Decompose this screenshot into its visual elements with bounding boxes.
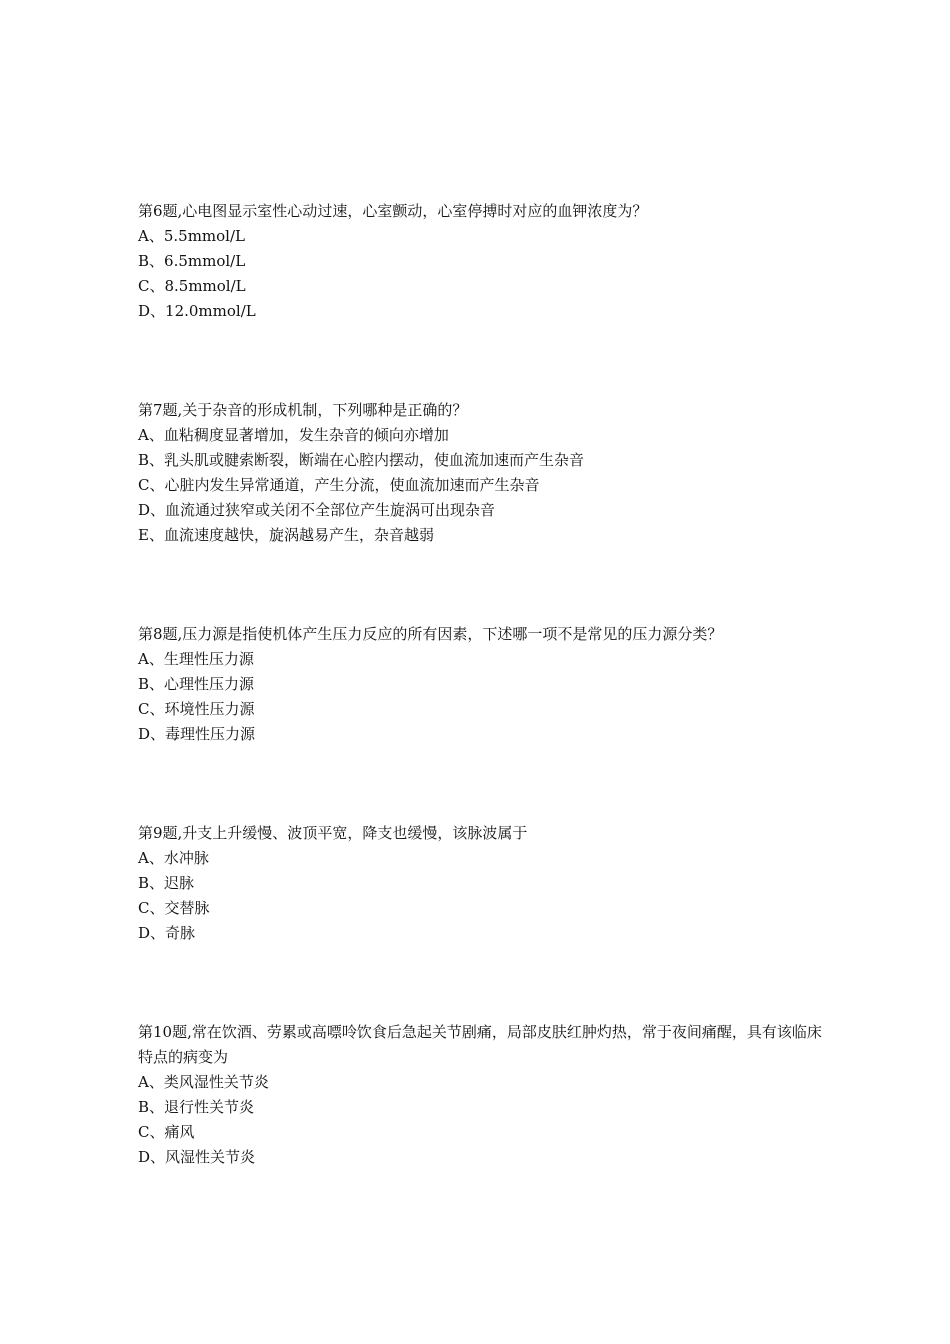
option-b: B、迟脉 xyxy=(138,874,195,892)
option-b: B、退行性关节炎 xyxy=(138,1098,255,1116)
question-10 xyxy=(138,1020,828,1170)
option-d: D、毒理性压力源 xyxy=(138,725,256,743)
option-b: B、乳头肌或腱索断裂，断端在心腔内摆动，使血流加速而产生杂音 xyxy=(138,451,585,469)
option-b: B、心理性压力源 xyxy=(138,675,255,693)
question-7 xyxy=(138,398,828,548)
option-d: D、风湿性关节炎 xyxy=(138,1148,256,1166)
question-title: 第8题,压力源是指使机体产生压力反应的所有因素，下述哪一项不是常见的压力源分类？ xyxy=(138,625,723,643)
question-6 xyxy=(138,199,828,324)
question-title: 第7题,关于杂音的形成机制，下列哪种是正确的？ xyxy=(138,401,468,419)
question-title: 第9题,升支上升缓慢、波顶平宽，降支也缓慢，该脉波属于 xyxy=(138,824,528,842)
question-8 xyxy=(138,622,828,747)
option-c: C、心脏内发生异常通道，产生分流，使血流加速而产生杂音 xyxy=(138,476,540,494)
option-b: B、6.5mmol/L xyxy=(138,252,246,270)
question-9 xyxy=(138,821,828,946)
option-c: C、环境性压力源 xyxy=(138,700,255,718)
option-d: D、血流通过狭窄或关闭不全部位产生旋涡可出现杂音 xyxy=(138,501,496,519)
option-c: C、交替脉 xyxy=(138,899,210,917)
option-c: C、8.5mmol/L xyxy=(138,277,246,295)
option-a: A、5.5mmol/L xyxy=(138,227,245,245)
question-title: 第10题,常在饮酒、劳累或高嘌呤饮食后急起关节剧痛，局部皮肤红肿灼热，常于夜间痛醒，具有该临床特点的病变为 xyxy=(138,1023,822,1066)
option-c: C、痛风 xyxy=(138,1123,195,1141)
option-a: A、血粘稠度显著增加，发生杂音的倾向亦增加 xyxy=(138,426,449,444)
option-a: A、类风湿性关节炎 xyxy=(138,1073,269,1091)
option-a: A、生理性压力源 xyxy=(138,650,254,668)
option-a: A、水冲脉 xyxy=(138,849,209,867)
option-e: E、血流速度越快，旋涡越易产生，杂音越弱 xyxy=(138,526,434,544)
option-d: D、奇脉 xyxy=(138,924,196,942)
option-d: D、12.0mmol/L xyxy=(138,302,256,320)
question-title: 第6题,心电图显示室性心动过速，心室颤动，心室停搏时对应的血钾浓度为？ xyxy=(138,202,648,220)
